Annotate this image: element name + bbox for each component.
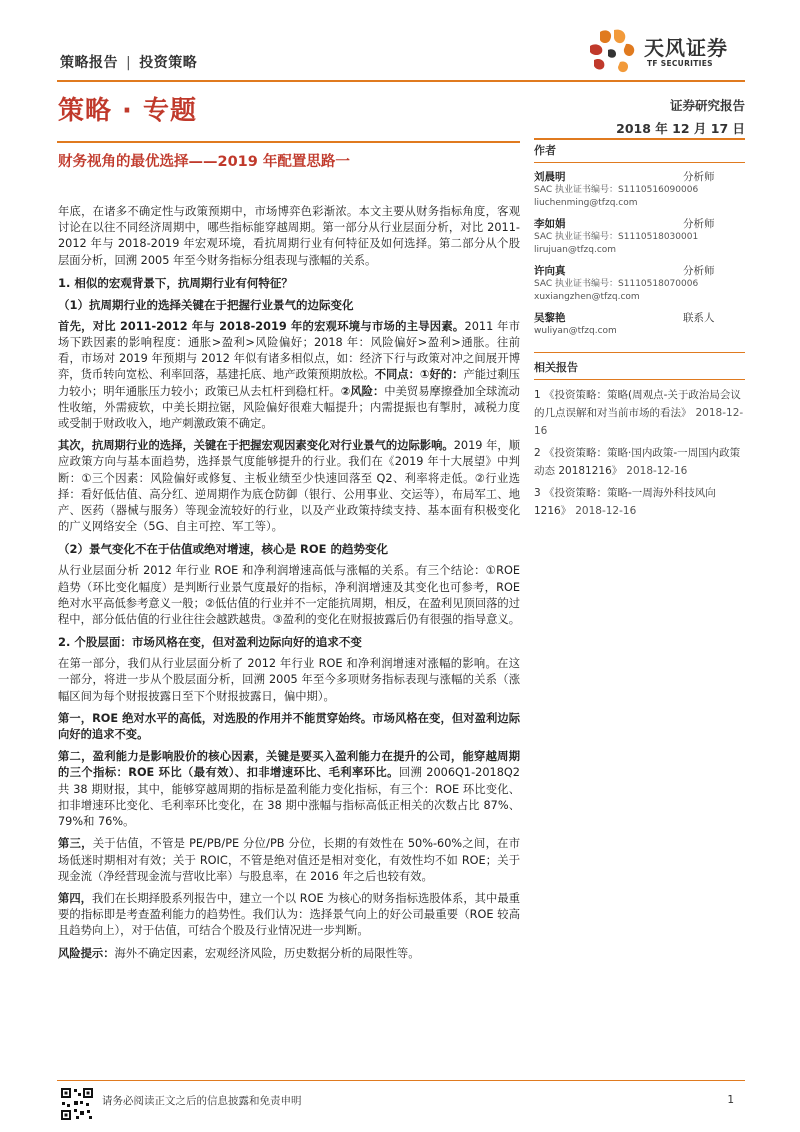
author-name: 刘晨明 xyxy=(534,171,566,183)
author-card xyxy=(534,263,745,304)
author-role: 分析师 xyxy=(683,265,715,277)
section-1-heading: 1. 相似的宏观背景下，抗周期行业有何特征？ xyxy=(58,275,293,290)
section-1-2-heading: （2）景气变化不在于估值或绝对增速，核心是 ROE 的趋势变化 xyxy=(58,542,388,557)
title-divider xyxy=(57,141,520,143)
author-card xyxy=(534,216,745,257)
authors-heading: 作者 xyxy=(534,144,556,157)
report-date: 2018 年 12 月 17 日 xyxy=(616,121,745,136)
paragraph-first-diff-text: 产能过剩压力较小；明年通胀压力较小；政策已从去杠杆到稳杠杆。 xyxy=(58,368,520,398)
crumb-report-subtype: 投资策略 xyxy=(139,55,198,71)
report-body xyxy=(58,204,520,968)
related-report-title: 1 《投资策略：策略(周观点-关于政治局会议的几点误解和对当前市场的看法》 xyxy=(534,389,741,419)
brand-name-en: TF SECURITIES xyxy=(647,59,713,68)
point-four-text: 我们在长期择股系列报告中，建立一个以 ROE 为核心的财务指标选股体系，其中最重要的指标即是考查盈利能力的趋势性。我们认为：选择景气向上的好公司最重要（ROE 较高且趋势向上），对于估值，可结合个股及行业情况进一步判断。 xyxy=(58,891,520,938)
related-report-date: 2018-12-16 xyxy=(534,407,744,437)
point-two-lead: 第二，盈利能力是影响股价的核心因素，关键是要买入盈利能力在提升的公司，能穿越周期的三个指标：ROE 环比（最有效）、扣非增速环比、毛利率环比。 xyxy=(58,750,520,780)
author-email[interactable]: wuliyan@tfzq.com xyxy=(534,326,617,336)
related-reports-list xyxy=(534,386,745,520)
author-name: 吴黎艳 xyxy=(534,312,566,324)
report-type-label: 证券研究报告 xyxy=(669,98,745,113)
point-four-lead: 第四， xyxy=(58,891,93,905)
section-2-heading: 2. 个股层面：市场风格在变，但对盈利边际向好的追求不变 xyxy=(58,635,362,650)
paragraph-point-four xyxy=(58,891,520,940)
related-top-divider xyxy=(534,352,745,353)
authors-divider xyxy=(534,162,745,163)
author-email[interactable]: xuxiangzhen@tfzq.com xyxy=(534,292,640,302)
author-name: 李如娟 xyxy=(534,218,566,230)
brand-logo xyxy=(586,28,746,74)
paragraph-point-two xyxy=(58,749,520,830)
paragraph-second-lead: 其次，抗周期行业的选择，关键在于把握宏观因素变化对行业景气的边际影响。 xyxy=(58,439,454,453)
related-report-item[interactable] xyxy=(534,484,745,520)
paragraph-second xyxy=(58,438,520,535)
paragraph-first-text: 2011 年市场下跌因素的影响程度：通胀>盈利>风险偏好；2018 年：风险偏好>盈利>通胀。往前看，市场对 2019 年预期与 2012 年似有诸多相似点，如：经济下行与政策对冲之间展开博弈，货币转向宽松、利率回落，基建托底、地产政策预期放松。 xyxy=(58,319,520,382)
related-report-title: 3 《投资策略：策略-一周海外科技风向 1216》 xyxy=(534,487,716,517)
related-report-date: 2018-12-16 xyxy=(626,465,688,477)
footer-divider xyxy=(57,1080,745,1081)
related-report-item[interactable] xyxy=(534,444,745,480)
paragraph-first-lead: 首先，对比 2011-2012 年与 2018-2019 年的宏观环境与市场的主导因素。 xyxy=(58,319,465,333)
author-name: 许向真 xyxy=(534,265,566,277)
related-report-item[interactable] xyxy=(534,386,745,440)
risk-warning-text: 海外不确定因素，宏观经济风险，历史数据分析的局限性等。 xyxy=(114,946,420,960)
section-1-1-heading: （1）抗周期行业的选择关键在于把握行业景气的边际变化 xyxy=(58,297,354,312)
related-report-title: 2 《投资策略：策略·国内政策-一周国内政策动态 20181216》 xyxy=(534,447,741,477)
author-card xyxy=(534,169,745,210)
brand-name-cn: 天风证券 xyxy=(644,36,728,60)
point-two-text: 回溯 2006Q1-2018Q2 共 38 期财报，其中，能够穿越周期的指标是盈利能力变化指标，有三个：ROE 环比变化、扣非增速环比变化、毛利率环比变化，在 38 期中涨幅与指标高低正相关的次数占比 87%、79%和 76%。 xyxy=(58,766,520,829)
paragraph-roe-trend: 从行业层面分析 2012 年行业 ROE 和净利润增速高低与涨幅的关系。有三个结论：①ROE 趋势（环比变化幅度）是判断行业景气度最好的指标，净利润增速及其变化也可参考，ROE 绝对水平高低参考意义一般；②低估值的行业并不一定能抗周期，相反，在盈利见顶回落的过程中，部分低估值的行业往往会越跌越贵。③盈利的变化在财报披露后仍有很强的指导意义。 xyxy=(58,564,521,627)
author-role: 分析师 xyxy=(683,171,715,183)
report-breadcrumb xyxy=(60,52,197,72)
brand-mark-icon xyxy=(586,28,638,76)
paragraph-first xyxy=(58,319,520,432)
author-role: 分析师 xyxy=(683,218,715,230)
related-divider xyxy=(534,379,745,380)
crumb-separator: | xyxy=(126,55,132,71)
author-sac: SAC 执业证书编号：S1110518030001 xyxy=(534,232,699,242)
paragraph-stock-level: 在第一部分，我们从行业层面分析了 2012 年行业 ROE 和净利润增速对涨幅的影响。在这一部分，将进一步从个股层面分析，回溯 2005 年至今多项财务指标表现与涨幅的关系（涨幅区间为每个财报披露日至下个财报披露日，偏中期）。 xyxy=(58,657,520,703)
intro-paragraph: 年底，在诸多不确定性与政策预期中，市场博弈色彩渐浓。本文主要从财务指标角度，客观讨论在以往不同经济周期中，哪些指标能穿越周期。第一部分从行业层面分析，对比 2011-2012 年与 2018-2019 年宏观环境，看抗周期行业有何特征及如何选择。第二部分从个股层面分析，回溯 2005 年至今财务指标分组表现与涨幅的关系。 xyxy=(58,205,520,267)
paragraph-first-risk-text: 中美贸易摩擦叠加全球流动性收缩，外需疲软，中美长期拉锯，风险偏好很难大幅提升；内需提振也有掣肘，减税力度或受制于财政收入，地产刺激政策不确定。 xyxy=(58,384,520,431)
paragraph-first-diff-lead: 不同点：①好的： xyxy=(374,368,464,382)
risk-warning-lead: 风险提示： xyxy=(58,946,115,960)
author-email[interactable]: lirujuan@tfzq.com xyxy=(534,245,617,255)
author-card xyxy=(534,310,745,338)
report-title: 财务视角的最优选择——2019 年配置思路一 xyxy=(58,154,350,170)
qr-code-icon[interactable] xyxy=(60,1087,94,1121)
author-sac: SAC 执业证书编号：S1110516090006 xyxy=(534,185,699,195)
paragraph-point-one: 第一，ROE 绝对水平的高低，对选股的作用并不能贯穿始终。市场风格在变，但对盈利边际向好的追求不变。 xyxy=(58,711,520,742)
author-sac: SAC 执业证书编号：S1110518070006 xyxy=(534,279,699,289)
point-three-lead: 第三， xyxy=(58,837,93,851)
related-report-date: 2018-12-16 xyxy=(575,505,637,517)
related-heading: 相关报告 xyxy=(534,361,578,374)
author-email[interactable]: liuchenming@tfzq.com xyxy=(534,198,638,208)
footer-disclaimer[interactable]: 请务必阅读正文之后的信息披露和免责申明 xyxy=(102,1095,302,1107)
paragraph-point-three xyxy=(58,836,520,885)
author-role: 联系人 xyxy=(683,312,715,324)
paragraph-first-risk-lead: ②风险： xyxy=(340,384,385,398)
risk-warning xyxy=(58,946,520,962)
header-divider xyxy=(57,80,745,82)
sidebar xyxy=(534,140,745,524)
crumb-report-type: 策略报告 xyxy=(60,55,118,71)
report-category: 策略 · 专题 xyxy=(58,96,197,126)
point-three-text: 关于估值，不管是 PE/PB/PE 分位/PB 分位，长期的有效性在 50%-60%之间，在市场低迷时期相对有效；关于 ROIC，不管是绝对值还是相对变化，有效性均不如 ROE；关于现金流（净经营现金流与营收比率）与股息率，在 2016 年之后也较有效。 xyxy=(58,837,520,883)
page-number: 1 xyxy=(727,1094,734,1106)
paragraph-second-text: 2019 年，顺应政策方向与基本面趋势，选择景气度能够提升的行业。我们在《2019 年十大展望》中判断：①三个因素：风险偏好或修复、主板业绩至少快速回落至 Q2、利率将走低。②行业选择：看好低估值、高分红、逆周期作为底仓防御（银行、公用事业、交运等），布局军工、地产、医药（器械与服务）等现金流较好的行业，以及产业政策持续支持、基本面有积极变化的广义网络安全（5G、自主可控、军工等）。 xyxy=(58,439,520,534)
